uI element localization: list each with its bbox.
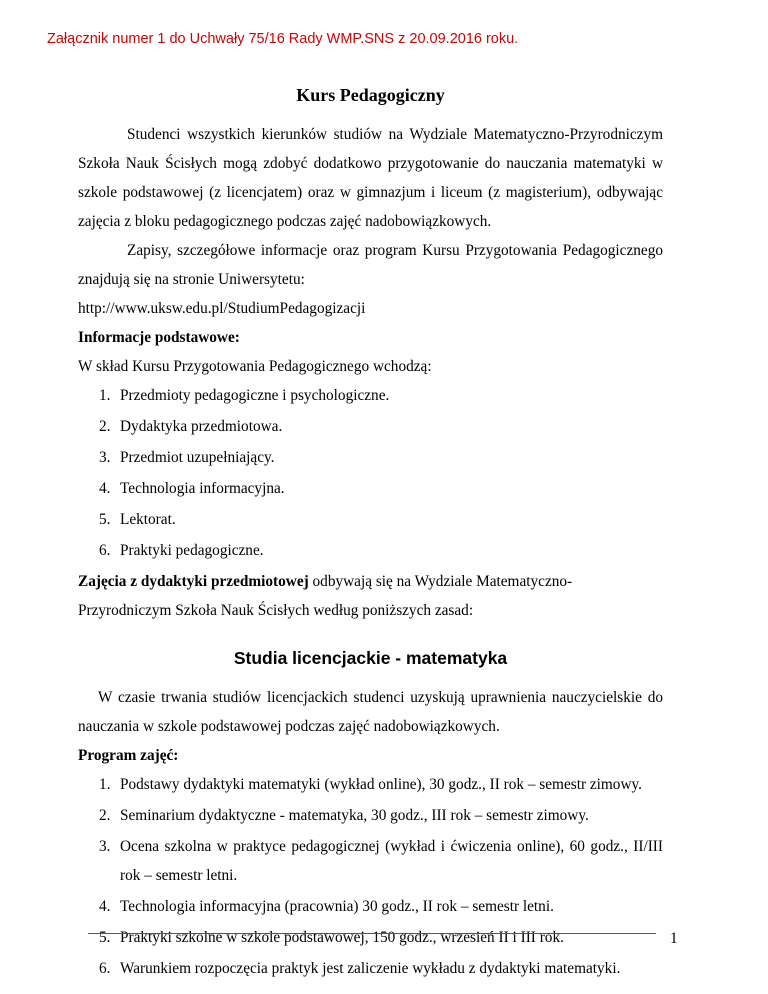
list-item <box>78 412 663 441</box>
registration-paragraph: Zapisy, szczegółowe informacje oraz program Kursu Przygotowania Pedagogicznego znajdują się na stronie Uniwersytetu: <box>78 242 663 288</box>
university-link[interactable]: http://www.uksw.edu.pl/StudiumPedagogizacji <box>78 300 366 317</box>
list-item-text: Lektorat. <box>120 511 176 528</box>
list-item-text: Praktyki pedagogiczne. <box>120 542 264 559</box>
list-item-number: 6. <box>99 542 111 559</box>
list-item-text: Seminarium dydaktyczne - matematyka, 30 godz., III rok – semestr zimowy. <box>120 807 589 824</box>
list-item-number: 5. <box>99 929 111 946</box>
list-item-number: 3. <box>99 838 111 855</box>
list-item <box>78 770 663 799</box>
didactics-rest: odbywają się na Wydziale Matematyczno-Przyrodniczym Szkoła Nauk Ścisłych według poniższych zasad: <box>78 573 573 619</box>
list-item-number: 6. <box>99 960 111 977</box>
section-paragraph: W czasie trwania studiów licencjackich studenci uzyskują uprawnienia nauczycielskie do nauczania w szkole podstawowej podczas zajęć nadobowiązkowych. <box>78 689 663 735</box>
list-item <box>78 536 663 565</box>
course-components-list <box>78 381 663 565</box>
list-item-number: 2. <box>99 807 111 824</box>
list-item-text: Technologia informacyjna. <box>120 480 285 497</box>
course-components-intro: W skład Kursu Przygotowania Pedagogicznego wchodzą: <box>78 358 432 375</box>
list-item-text: Dydaktyka przedmiotowa. <box>120 418 283 435</box>
program-list <box>78 770 663 983</box>
list-item <box>78 443 663 472</box>
list-item <box>78 474 663 503</box>
footer-divider <box>88 933 656 934</box>
list-item-number: 1. <box>99 387 111 404</box>
header-note: Załącznik numer 1 do Uchwały 75/16 Rady WMP.SNS z 20.09.2016 roku. <box>47 31 519 47</box>
list-item <box>78 892 663 921</box>
didactics-bold: Zajęcia z dydaktyki przedmiotowej <box>78 573 309 590</box>
section-title: Studia licencjackie - matematyka <box>233 648 508 668</box>
list-item-number: 4. <box>99 480 111 497</box>
list-item <box>78 801 663 830</box>
didactics-paragraph <box>78 567 663 625</box>
list-item <box>78 923 663 952</box>
list-item <box>78 954 663 983</box>
list-item <box>78 381 663 410</box>
list-item <box>78 505 663 534</box>
list-item-text: Przedmioty pedagogiczne i psychologiczne. <box>120 387 390 404</box>
list-item-number: 1. <box>99 776 111 793</box>
page-number: 1 <box>670 930 678 947</box>
list-item-text: Podstawy dydaktyki matematyki (wykład online), 30 godz., II rok – semestr zimowy. <box>120 776 642 793</box>
basic-info-heading: Informacje podstawowe: <box>78 329 240 346</box>
list-item-text: Praktyki szkolne w szkole podstawowej, 150 godz., wrzesień II i III rok. <box>120 929 564 946</box>
list-item-number: 3. <box>99 449 111 466</box>
page-title: Kurs Pedagogiczny <box>296 85 445 105</box>
program-heading: Program zajęć: <box>78 747 179 764</box>
list-item-text: Warunkiem rozpoczęcia praktyk jest zaliczenie wykładu z dydaktyki matematyki. <box>120 960 621 977</box>
list-item-text: Ocena szkolna w praktyce pedagogicznej (wykład i ćwiczenia online), 60 godz., II/III rok – semestr letni. <box>120 838 663 884</box>
intro-paragraph: Studenci wszystkich kierunków studiów na Wydziale Matematyczno-Przyrodniczym Szkoła Nauk Ścisłych mogą zdobyć dodatkowo przygotowanie do nauczania matematyki w szkole podstawowej (z licencjatem) oraz w gimnazjum i liceum (z magisterium), odbywając zajęcia z bloku pedagogicznego podczas zajęć nadobowiązkowych. <box>78 126 663 230</box>
list-item-number: 4. <box>99 898 111 915</box>
list-item <box>78 832 663 890</box>
list-item-text: Przedmiot uzupełniający. <box>120 449 275 466</box>
list-item-text: Technologia informacyjna (pracownia) 30 godz., II rok – semestr letni. <box>120 898 554 915</box>
document-page <box>78 80 663 985</box>
list-item-number: 5. <box>99 511 111 528</box>
list-item-number: 2. <box>99 418 111 435</box>
